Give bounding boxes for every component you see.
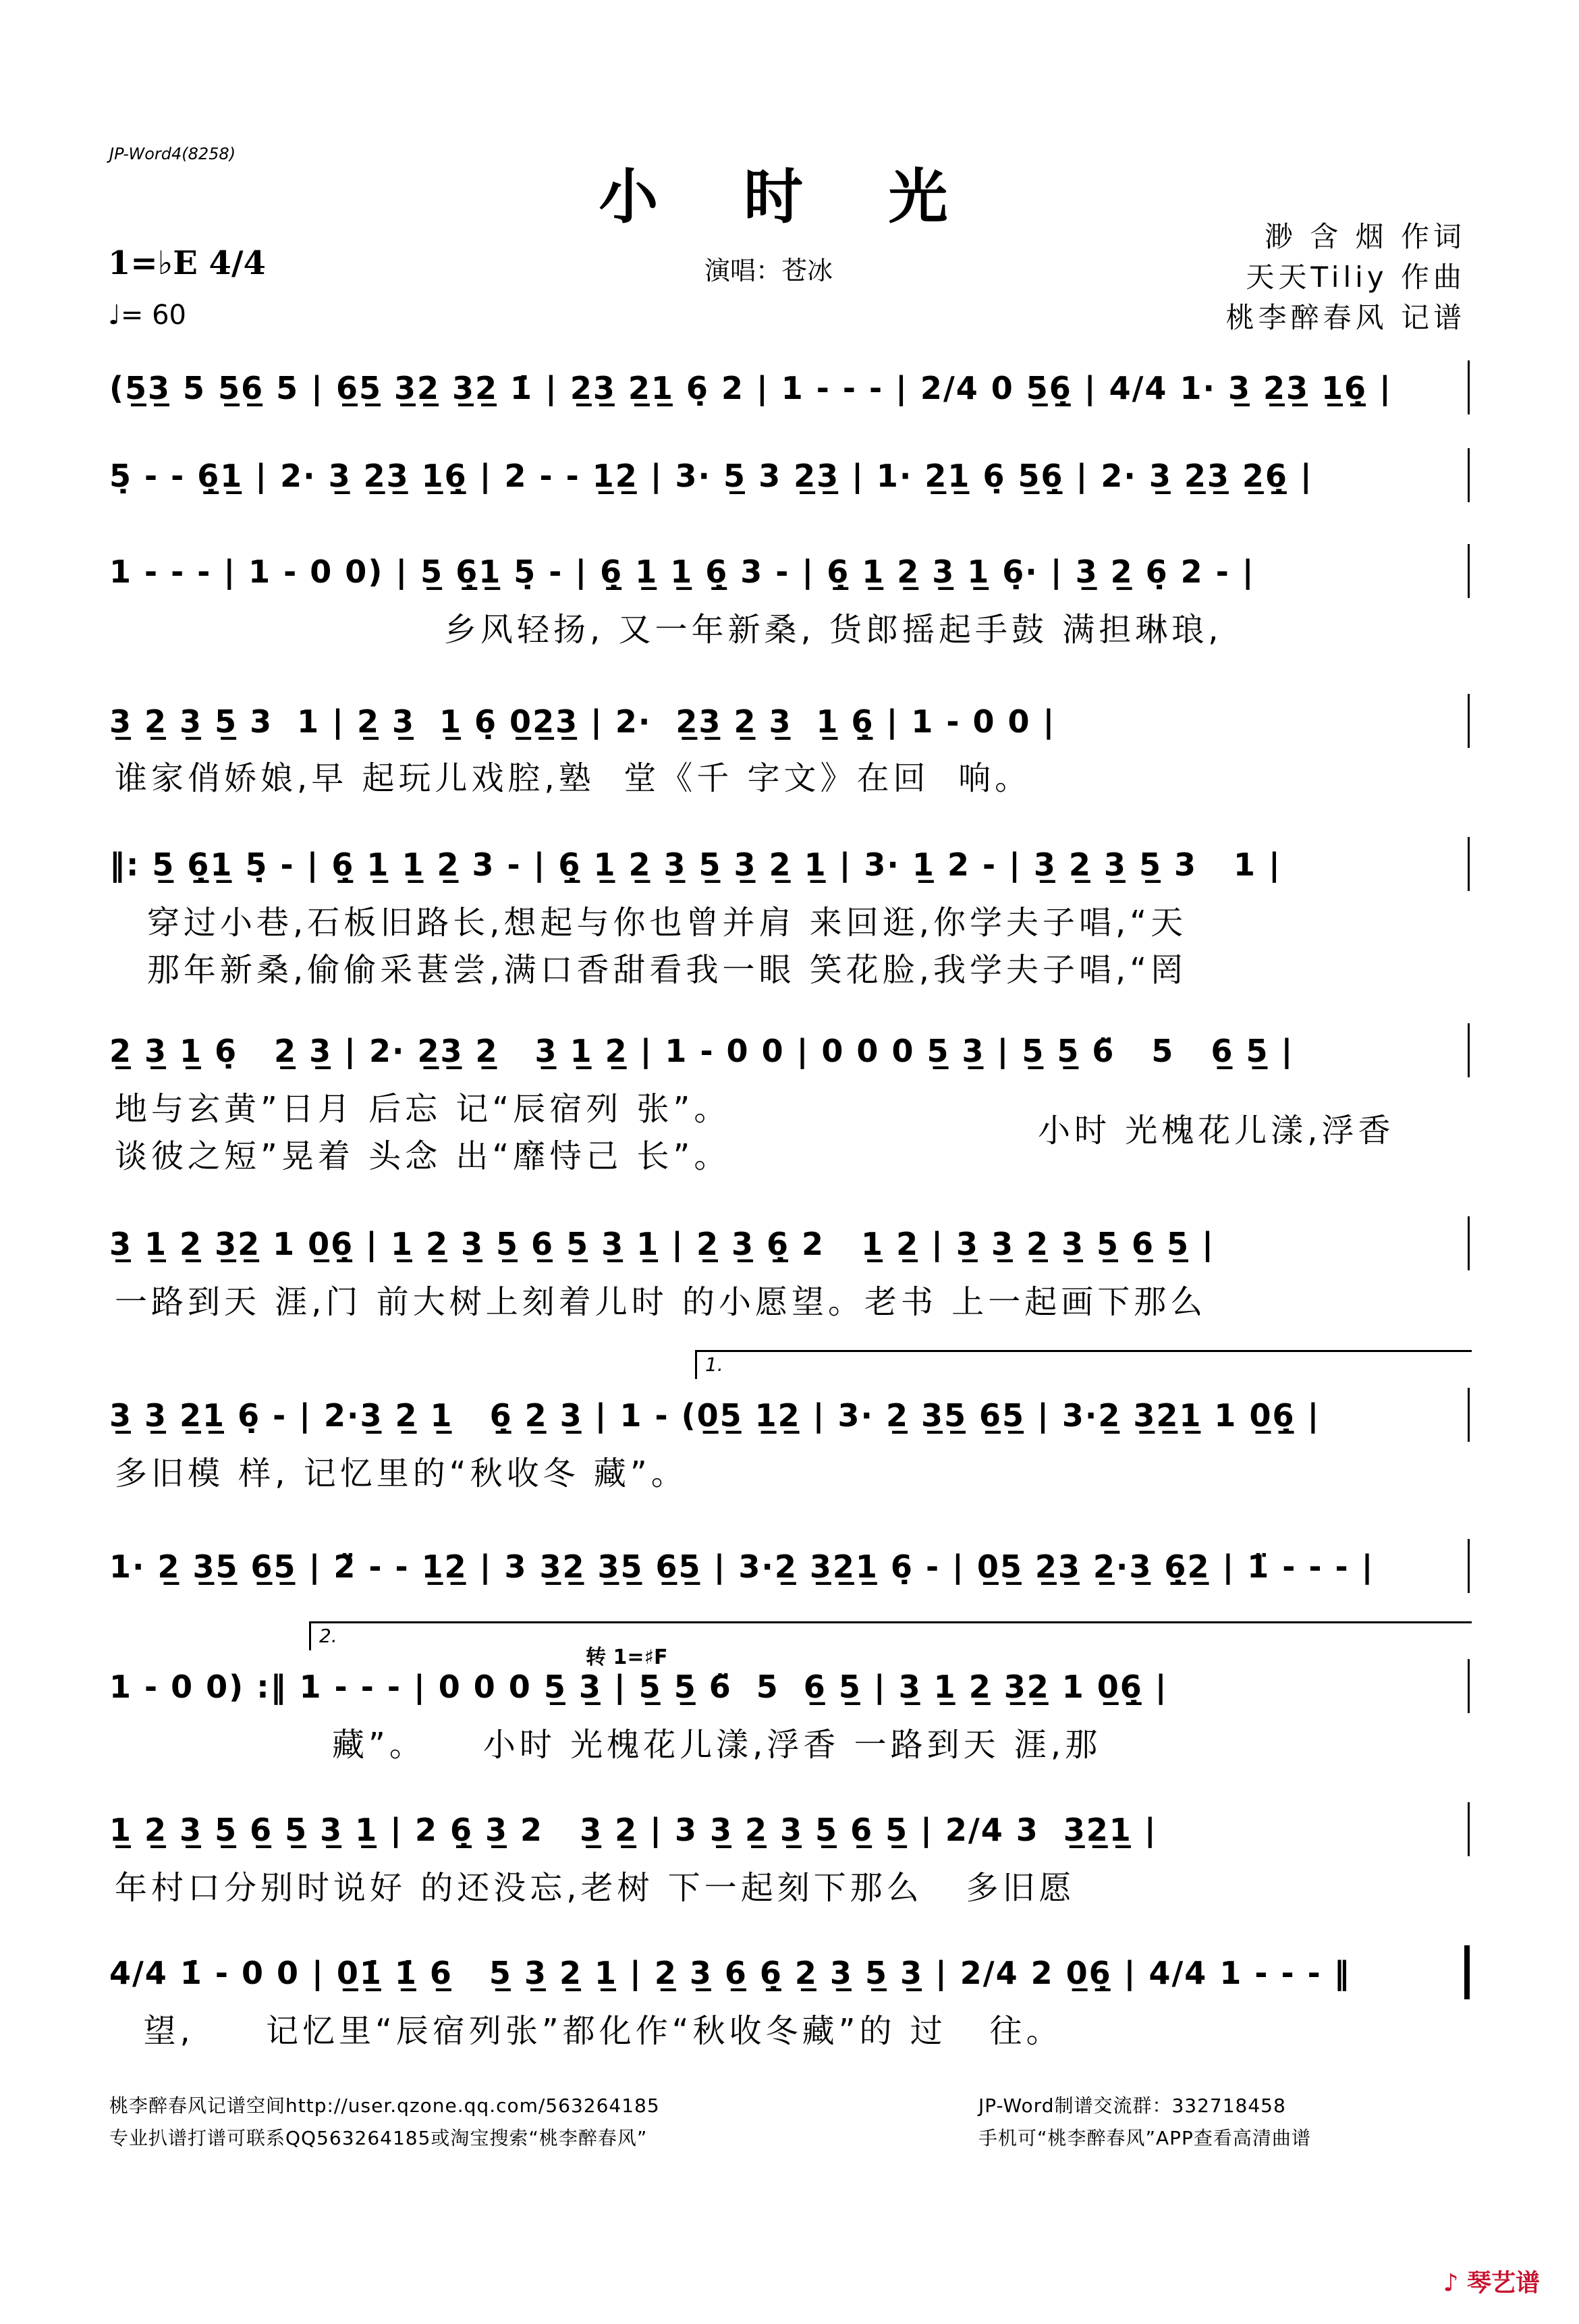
notation-line: 3̲ 1̲ 2̲ 3̲2̲ 1 0̲6̣̲ | 1̲ 2̲ 3̲ 5̲ 6̲ 5̲ 3̲ 1̲ | 2̲ 3̲ 6̣̲ 2 1̲ 2̲ | 3̲ 3̲ 2̲ 3̲ 5̲ 6̲ 5̲ | [109,1226,1215,1262]
lyric-line-1: 年村口分别时说好 的还没忘,老树 下一起刻下那么 多旧愿 [115,1869,1076,1907]
transcriber-credit: 桃李醉春风 记谱 [1225,301,1466,334]
composer-credit: 天天Tiliy 作曲 [1246,261,1466,294]
system-end-bar [1468,1388,1470,1442]
system-end-bar [1468,837,1470,891]
volta-1 [695,1350,1472,1379]
lyric-line-1: 一路到天 涯,门 前大树上刻着儿时 的小愿望。老书 上一起画下那么 [115,1283,1207,1321]
lyric-line-1: 多旧模 样, 记忆里的“秋收冬 藏”。 [115,1455,688,1492]
notation-line: 3̲ 3̲ 2̲1̲ 6̣ - | 2·3̲ 2̲ 1̲ 6̣̲ 2̲ 3̲ | 1 - (0̲5̲ 1̲2̲ | 3· 2̲ 3̲5̲ 6̲5̲ | 3·2̲ 3̲2̲1̲ 1 0̲6̣̲ | [109,1397,1321,1434]
key-signature: 1=♭E 4/4 [108,244,266,282]
lyric-line-2: 那年新桑,偷偷采葚尝,满口香甜看我一眼 笑花脸,我学夫子唱,“罔 [147,951,1188,989]
system-end-bar [1468,1023,1470,1077]
lyric-line-1: 藏”。 小时 光槐花儿漾,浮香 一路到天 涯,那 [332,1726,1102,1764]
logo-icon: ♪ [1443,2269,1459,2297]
lyric-line-2: 谈彼之短”晃着 头念 出“靡恃己 长”。 [115,1137,731,1175]
notation-line: ‖: 5̲ 6̣̲1̲ 5̣ - | 6̣̲ 1̲ 1̲ 2̲ 3 - | 6̣̲ 1̲ 2̲ 3̲ 5̲ 3̲ 2̲ 1̲ | 3· 1̲ 2 - | 3̲ 2̲ 3̲ 5̲ 3 1 | [109,846,1281,883]
notation-line: 1̲ 2̲ 3̲ 5̲ 6̲ 5̲ 3̲ 1̲ | 2 6̣̲ 3̲ 2 3̲ 2̲ | 3 3̲ 2̲ 3̲ 5̲ 6̲ 5̲ | 2/4 3 3̲2̲1̲ | [109,1812,1157,1848]
final-double-bar [1464,1945,1470,1999]
key-change-label: 转 1=♯F [586,1646,668,1669]
system-end-bar [1468,694,1470,748]
system-end-bar [1468,1802,1470,1856]
volta-number: 1. [705,1353,723,1376]
page-title: 小 时 光 [599,161,980,232]
site-logo [1443,2264,1540,2298]
system-end-bar [1468,1659,1470,1713]
notation-line: (5̲3̲ 5 5̲6̲ 5 | 6̲5̲ 3̲2̲ 3̲2̲ 1̇ | 2̲3̲ 2̲1̲ 6̣ 2 | 1 - - - | 2/4 0 5̲6̣̲ | 4/4 1· 3̲ 2̲3̲ 1̲6̣̲ | [109,370,1392,406]
system-end-bar [1468,360,1470,414]
notation-line: 3̲ 2̲ 3̲ 5̲ 3 1 | 2̲ 3̲ 1̲ 6̣ 0̲2̲3̲ | 2· 2̲3̲ 2̲ 3̲ 1̲ 6̣̲ | 1 - 0 0 | [109,703,1056,740]
tempo-marking: ♩= 60 [108,300,186,331]
lyric-line-1: 乡风轻扬, 又一年新桑, 货郎摇起手鼓 满担琳琅, [444,611,1223,649]
lyric-line-1: 地与玄黄”日月 后忘 记“辰宿列 张”。 [115,1090,731,1128]
lyric-line-1: 谁家俏娇娘,早 起玩儿戏腔,塾 堂《千 字文》在回 响。 [115,759,1032,797]
notation-line: 1 - 0 0) :‖ 1 - - - | 0 0 0 5̲ 3̲ | 5̲ 5̲ 6̈ 5 6̲ 5̲ | 3̲ 1̲ 2̲ 3̲2̲ 1 0̲6̣̲ | [109,1669,1168,1705]
system-end-bar [1468,1539,1470,1593]
system-end-bar [1468,448,1470,502]
notation-line: 2̲ 3̲ 1̲ 6̣ 2̲ 3̲ | 2· 2̲3̲ 2̲ 3̲ 1̲ 2̲ | 1 - 0 0 | 0 0 0 5̲ 3̲ | 5̲ 5̲ 6̈ 5 6̲ 5̲ | [109,1033,1294,1069]
volta-2 [309,1621,1472,1650]
software-label: JP-Word4(8258) [109,144,236,163]
lyricist-credit: 渺 含 烟 作词 [1264,220,1466,253]
notation-line: 4/4 1̇ - 0 0 | 0̲1̲̇ 1̲̇ 6̲ 5̲ 3̲ 2̲ 1̲ | 2̲ 3̲ 6̲ 6̣̲ 2̲ 3̲ 5̲ 3̲ | 2/4 2 0̲6̣̲ | 4/4 1 - - - ‖ [109,1955,1351,1991]
lyric-line-1: 穿过小巷,石板旧路长,想起与你也曾并肩 来回逛,你学夫子唱,“天 [147,904,1188,942]
notation-line: 5̣ - - 6̣̲1̲ | 2· 3̲ 2̲3̲ 1̲6̣̲ | 2 - - 1̲2̲ | 3· 5̲ 3 2̲3̲ | 1· 2̲1̲ 6̣ 5̲6̣̲ | 2· 3̲ 2̲3̲ 2̲6̣̲ | [109,458,1313,494]
notation-line: 1 - - - | 1 - 0 0) | 5̲ 6̣̲1̲ 5̣ - | 6̣̲ 1̲ 1̲ 6̣̲ 3 - | 6̣̲ 1̲ 2̲ 3̲ 1̲ 6̣· | 3̲ 2̲ 6̣ 2 - | [109,553,1255,590]
lyric-line-3: 小时 光槐花儿漾,浮香 [1038,1112,1395,1150]
footer-app: 手机可“桃李醉春风”APP查看高清曲谱 [978,2127,1311,2149]
footer-group: JP-Word制谱交流群：332718458 [978,2095,1286,2117]
logo-text: 琴艺谱 [1466,2269,1540,2297]
footer-contact: 专业扒谱打谱可联系QQ563264185或淘宝搜索“桃李醉春风” [109,2127,648,2149]
notation-line: 1· 2̲ 3̲5̲ 6̲5̲ | 2̈ - - 1̲2̲ | 3 3̲2̲ 3̲5̲ 6̲5̲ | 3·2̲ 3̲2̲1̲ 6̣ - | 0̲5̲ 2̲3̲ 2̲·3̲ 6̣̲2̲ | 1̈ - - - | [109,1548,1375,1585]
footer-website: 桃李醉春风记谱空间http://user.qzone.qq.com/563264185 [109,2095,660,2117]
lyric-line-1: 望, 记忆里“辰宿列张”都化作“秋收冬藏”的 过 往。 [115,2012,1063,2050]
system-end-bar [1468,544,1470,598]
volta-number: 2. [319,1625,337,1647]
system-end-bar [1468,1216,1470,1270]
singer-credit: 演唱：苍冰 [704,256,833,286]
